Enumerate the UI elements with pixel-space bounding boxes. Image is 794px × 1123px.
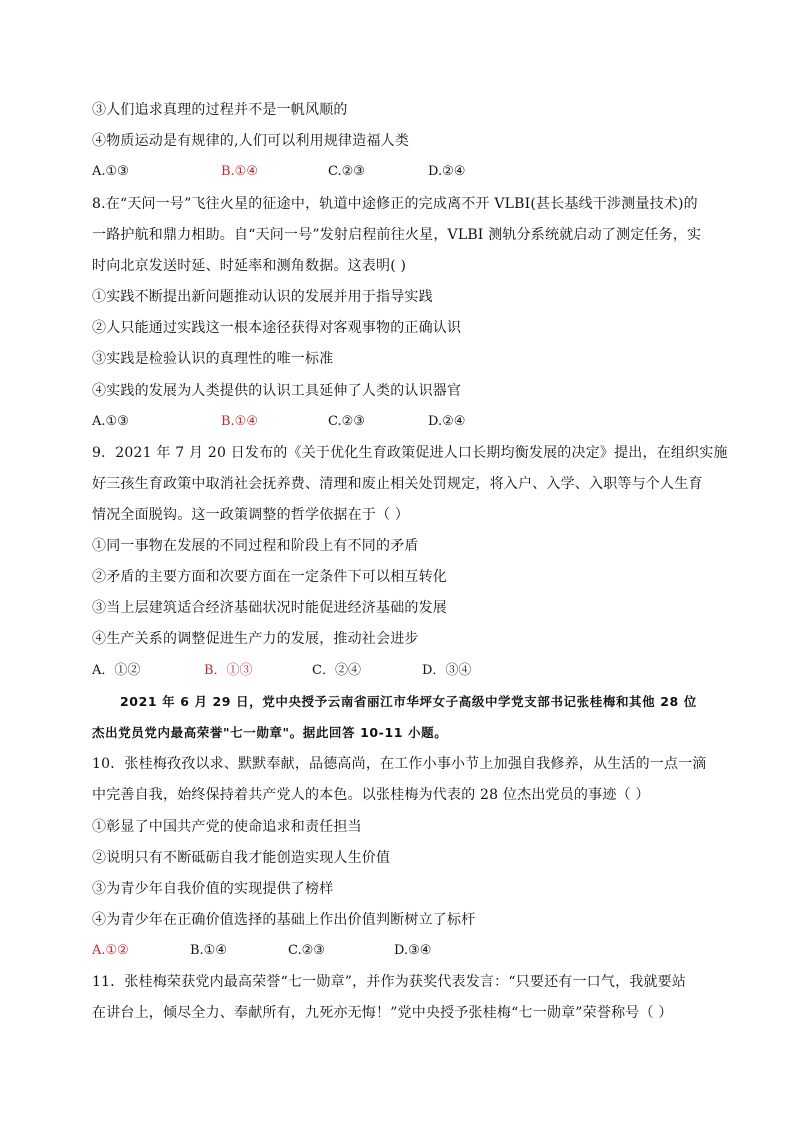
q8-stem-line-3: 时向北京发送时延、时延率和测角数据。这表明( ): [92, 258, 407, 274]
q7-item-4: ④物质运动是有规律的,人们可以利用规律造福人类: [92, 133, 410, 149]
q9-item-3: ③当上层建筑适合经济基础状况时能促进经济基础的发展: [92, 600, 447, 616]
q9-stem-line-2: 好三孩生育政策中取消社会抚养费、清理和废止相关处罚规定，将入户、入学、入职等与个人生育: [92, 476, 703, 492]
q11-stem-line-2: 在讲台上，倾尽全力、奉献所有，九死亦无悔！”党中央授予张桂梅“七一勋章”荣誉称号（ ）: [92, 1005, 673, 1021]
q10-option-a-answer: A.①②: [92, 943, 129, 958]
q7-option-b-answer: B.①④: [221, 164, 258, 179]
q8-stem-line-2: 一路护航和鼎力相助。自“天问一号”发射启程前往火星，VLBI 测轨分系统就启动了测定任务，实: [92, 227, 702, 243]
q8-item-1: ①实践不断提出新问题推动认识的发展并用于指导实践: [92, 289, 433, 305]
q10-option-c: C.②③: [288, 943, 325, 958]
q8-stem-line-1: 8.在“天问一号”飞往火星的征途中，轨道中途修正的完成离不开 VLBI(甚长基线干涉测量技术)的: [92, 196, 698, 212]
q9-option-a: A．①②: [92, 663, 141, 678]
q8-item-2: ②人只能通过实践这一根本途径获得对客观事物的正确认识: [92, 320, 462, 336]
q9-item-2: ②矛盾的主要方面和次要方面在一定条件下可以相互转化: [92, 569, 447, 585]
q10-option-d: D.③④: [394, 943, 432, 958]
q7-item-3: ③人们追求真理的过程并不是一帆风顺的: [92, 102, 348, 118]
q8-option-c: C.②③: [328, 414, 365, 429]
q10-item-2: ②说明只有不断砥砺自我才能创造实现人生价值: [92, 850, 391, 866]
q7-option-d: D.②④: [428, 164, 466, 179]
q10-item-3: ③为青少年自我价值的实现提供了榜样: [92, 881, 334, 897]
q8-option-a: A.①③: [92, 414, 129, 429]
q7-option-a: A.①③: [92, 164, 129, 179]
passage-line-2: 杰出党员党内最高荣誉"七一勋章"。据此回答 10-11 小题。: [92, 725, 448, 740]
q8-item-3: ③实践是检验认识的真理性的唯一标准: [92, 351, 334, 367]
q8-option-d: D.②④: [428, 414, 466, 429]
q10-option-b: B.①④: [190, 943, 227, 958]
q10-stem-line-1: 10．张桂梅孜孜以求、默默奉献，品德高尚，在工作小事小节上加强自我修养，从生活的一点一滴: [92, 756, 707, 772]
q10-item-4: ④为青少年在正确价值选择的基础上作出价值判断树立了标杆: [92, 912, 476, 928]
passage-line-1: 2021 年 6 月 29 日，党中央授予云南省丽江市华坪女子高级中学党支部书记张桂梅和其他 28 位: [120, 694, 697, 709]
q7-option-c: C.②③: [328, 164, 365, 179]
q9-option-b-answer: B．①③: [204, 663, 253, 678]
q9-item-1: ①同一事物在发展的不同过程和阶段上有不同的矛盾: [92, 538, 419, 554]
q11-stem-line-1: 11．张桂梅荣获党内最高荣誉“七一勋章”，并作为获奖代表发言：“只要还有一口气，我就要站: [92, 974, 687, 990]
q9-stem-line-3: 情况全面脱钩。这一政策调整的哲学依据在于（ ）: [92, 507, 410, 523]
q9-option-d: D．③④: [422, 663, 472, 678]
q9-item-4: ④生产关系的调整促进生产力的发展，推动社会进步: [92, 631, 419, 647]
q9-stem-line-1: 9．2021 年 7 月 20 日发布的《关于优化生育政策促进人口长期均衡发展的决定》提出，在组织实施: [92, 445, 728, 461]
q10-item-1: ①彰显了中国共产党的使命追求和责任担当: [92, 819, 362, 835]
q8-option-b-answer: B.①④: [221, 414, 258, 429]
q9-option-c: C．②④: [312, 663, 361, 678]
q8-item-4: ④实践的发展为人类提供的认识工具延伸了人类的认识器官: [92, 383, 462, 399]
q10-stem-line-2: 中完善自我，始终保持着共产党人的本色。以张桂梅为代表的 28 位杰出党员的事迹（ ）: [92, 787, 650, 803]
